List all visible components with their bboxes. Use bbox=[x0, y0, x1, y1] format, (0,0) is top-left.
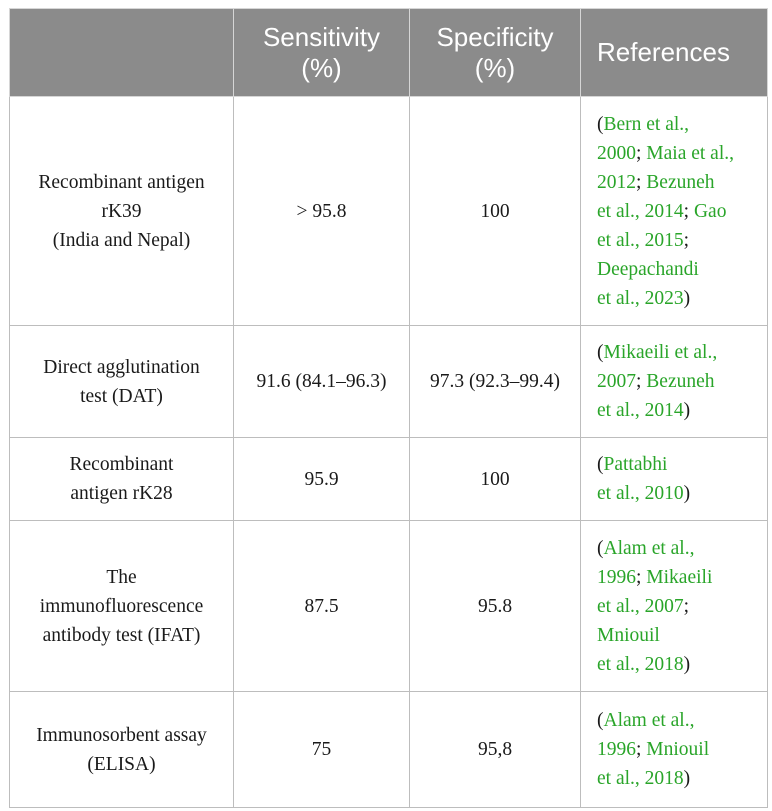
citation-link[interactable]: Pattabhi bbox=[603, 454, 668, 475]
citation-punctuation: ; bbox=[636, 566, 647, 588]
test-name-line: antibody test (IFAT) bbox=[42, 624, 201, 646]
citation-punctuation: ; bbox=[683, 595, 690, 617]
test-name-cell bbox=[10, 692, 234, 808]
test-name-cell bbox=[10, 97, 234, 326]
reference-line bbox=[597, 226, 759, 255]
test-name-line: immunofluorescence bbox=[39, 595, 204, 617]
citation-punctuation: ( bbox=[597, 454, 604, 475]
reference-line bbox=[597, 621, 759, 650]
citation-punctuation: ; bbox=[636, 142, 647, 164]
reference-line bbox=[597, 706, 759, 735]
references-cell bbox=[581, 97, 768, 326]
citation-link[interactable]: et al., 2018 bbox=[597, 653, 684, 675]
references-cell bbox=[581, 692, 768, 808]
citation-link[interactable]: et al., 2014 bbox=[597, 200, 684, 222]
sensitivity-cell: 95.9 bbox=[234, 438, 410, 521]
reference-line bbox=[597, 139, 759, 168]
citation-link[interactable]: Alam et al., bbox=[603, 537, 695, 559]
citation-punctuation: ) bbox=[683, 653, 691, 675]
header-test bbox=[10, 9, 234, 97]
diagnostic-tests-table-container bbox=[9, 8, 767, 808]
citation-link[interactable]: 1996 bbox=[597, 566, 636, 588]
citation-link[interactable]: 1996 bbox=[597, 739, 636, 760]
citation-punctuation: ( bbox=[597, 537, 604, 559]
table-row bbox=[10, 692, 768, 808]
reference-line bbox=[597, 284, 759, 313]
citation-link[interactable]: Deepachandi bbox=[597, 258, 699, 280]
reference-line bbox=[597, 110, 759, 139]
header-references: References bbox=[581, 9, 768, 97]
test-name-cell bbox=[10, 521, 234, 692]
specificity-cell: 100 bbox=[410, 97, 581, 326]
test-name-cell bbox=[10, 326, 234, 438]
citation-link[interactable]: Bern et al., bbox=[603, 113, 690, 135]
test-name-line: (India and Nepal) bbox=[52, 229, 191, 251]
specificity-cell: 95.8 bbox=[410, 521, 581, 692]
table-row bbox=[10, 97, 768, 326]
reference-line bbox=[597, 197, 759, 226]
test-name-line: (ELISA) bbox=[87, 753, 156, 775]
citation-link[interactable]: et al., 2010 bbox=[597, 483, 684, 504]
test-name-line: rK39 bbox=[101, 200, 142, 222]
diagnostic-tests-table bbox=[9, 8, 768, 808]
reference-line bbox=[597, 338, 759, 367]
citation-link[interactable]: 2000 bbox=[597, 142, 636, 164]
citation-punctuation: ( bbox=[597, 342, 604, 363]
test-name-line: The bbox=[106, 566, 137, 588]
citation-punctuation: ; bbox=[683, 229, 690, 251]
citation-punctuation: ) bbox=[683, 483, 691, 504]
test-name-line: Immunosorbent assay bbox=[36, 724, 207, 746]
table-row bbox=[10, 438, 768, 521]
test-name-line: antigen rK28 bbox=[70, 483, 173, 504]
reference-line bbox=[597, 650, 759, 679]
citation-link[interactable]: Bezuneh bbox=[646, 371, 715, 392]
reference-line bbox=[597, 367, 759, 396]
citation-link[interactable]: et al., 2023 bbox=[597, 287, 684, 309]
citation-link[interactable]: Mniouil bbox=[646, 739, 710, 760]
reference-line bbox=[597, 168, 759, 197]
specificity-cell: 100 bbox=[410, 438, 581, 521]
citation-punctuation: ( bbox=[597, 113, 604, 135]
test-name-line: Direct agglutination bbox=[43, 356, 200, 378]
citation-link[interactable]: 2007 bbox=[597, 371, 636, 392]
citation-link[interactable]: et al., 2007 bbox=[597, 595, 684, 617]
citation-link[interactable]: et al., 2018 bbox=[597, 768, 684, 789]
table-row bbox=[10, 521, 768, 692]
citation-link[interactable]: Bezuneh bbox=[646, 171, 715, 193]
specificity-cell: 95,8 bbox=[410, 692, 581, 808]
citation-punctuation: ( bbox=[597, 710, 604, 731]
sensitivity-cell: 87.5 bbox=[234, 521, 410, 692]
header-sensitivity bbox=[234, 9, 410, 97]
reference-line bbox=[597, 479, 759, 508]
citation-link[interactable]: Maia et al., bbox=[646, 142, 735, 164]
citation-link[interactable]: 2012 bbox=[597, 171, 636, 193]
header-row bbox=[10, 9, 768, 97]
citation-punctuation: ) bbox=[683, 400, 691, 421]
reference-line bbox=[597, 735, 759, 764]
header-specificity-unit: (%) bbox=[474, 52, 516, 83]
references-cell bbox=[581, 438, 768, 521]
header-sensitivity-line: Sensitivity bbox=[262, 21, 381, 52]
test-name-cell bbox=[10, 438, 234, 521]
sensitivity-cell: > 95.8 bbox=[234, 97, 410, 326]
citation-link[interactable]: Gao bbox=[693, 200, 727, 222]
citation-punctuation: ) bbox=[683, 768, 691, 789]
citation-punctuation: ; bbox=[683, 200, 694, 222]
reference-line bbox=[597, 563, 759, 592]
citation-link[interactable]: et al., 2015 bbox=[597, 229, 684, 251]
citation-link[interactable]: Mikaeili bbox=[646, 566, 713, 588]
citation-link[interactable]: Alam et al., bbox=[603, 710, 695, 731]
table-row bbox=[10, 326, 768, 438]
test-name-line: Recombinant antigen bbox=[38, 171, 205, 193]
specificity-cell: 97.3 (92.3–99.4) bbox=[410, 326, 581, 438]
references-cell bbox=[581, 521, 768, 692]
citation-punctuation: ; bbox=[636, 739, 647, 760]
header-specificity bbox=[410, 9, 581, 97]
header-sensitivity-unit: (%) bbox=[301, 52, 342, 83]
sensitivity-cell: 75 bbox=[234, 692, 410, 808]
sensitivity-cell: 91.6 (84.1–96.3) bbox=[234, 326, 410, 438]
citation-punctuation: ) bbox=[683, 287, 691, 309]
citation-link[interactable]: Mikaeili et al., bbox=[603, 342, 718, 363]
test-name-line: Recombinant bbox=[69, 454, 174, 475]
test-name-line: test (DAT) bbox=[80, 385, 163, 407]
reference-line bbox=[597, 592, 759, 621]
reference-line bbox=[597, 534, 759, 563]
reference-line bbox=[597, 396, 759, 425]
citation-punctuation: ; bbox=[636, 371, 647, 392]
references-cell bbox=[581, 326, 768, 438]
header-specificity-line: Specificity bbox=[436, 21, 554, 52]
reference-line bbox=[597, 450, 759, 479]
reference-line bbox=[597, 764, 759, 793]
citation-link[interactable]: et al., 2014 bbox=[597, 400, 684, 421]
citation-punctuation: ; bbox=[636, 171, 647, 193]
citation-link[interactable]: Mniouil bbox=[597, 624, 660, 646]
reference-line bbox=[597, 255, 759, 284]
